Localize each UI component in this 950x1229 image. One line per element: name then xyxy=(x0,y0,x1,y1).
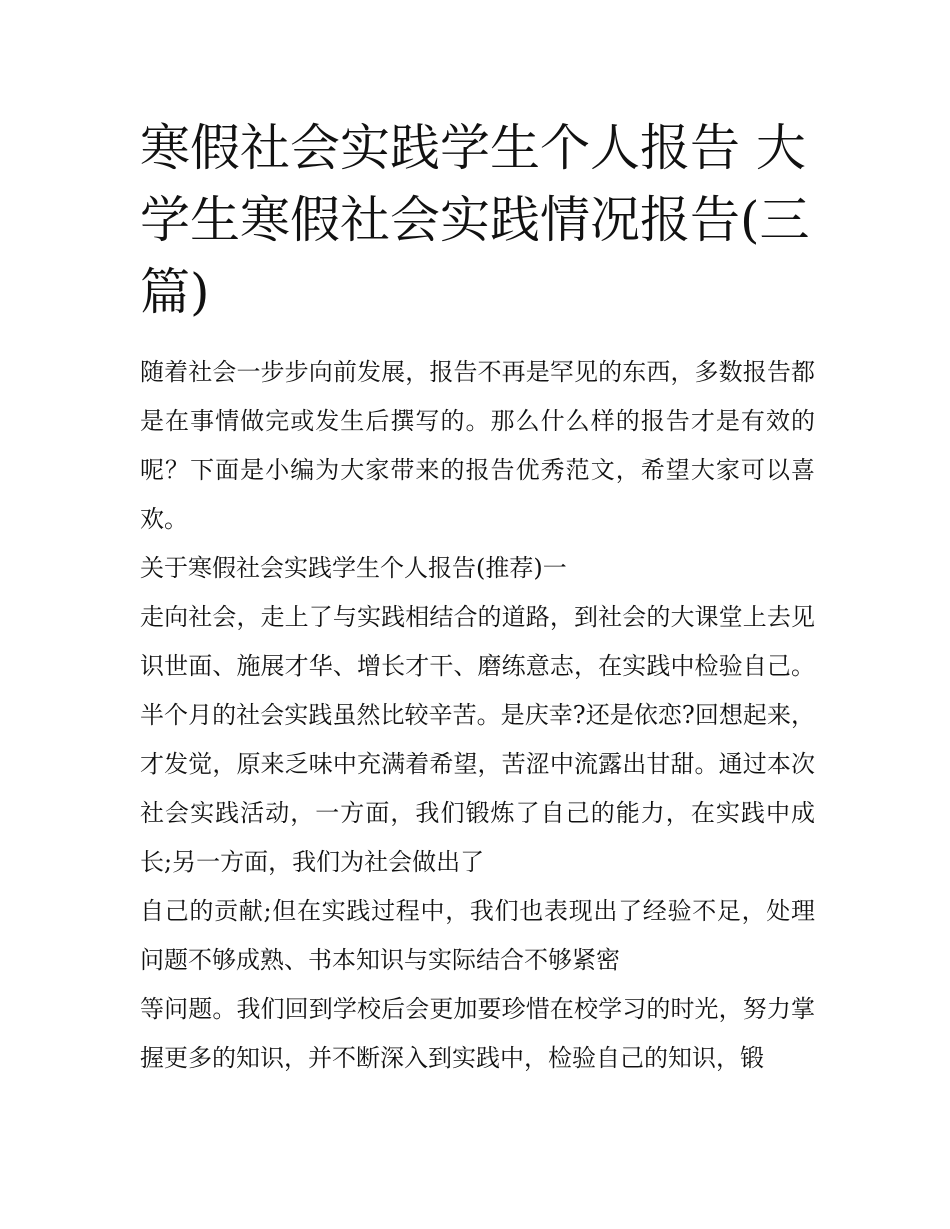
body-paragraph: 等问题。我们回到学校后会更加要珍惜在校学习的时光，努力掌握更多的知识，并不断深入到实践中，检验自己的知识，锻 xyxy=(140,995,815,1072)
document-page xyxy=(140,112,815,1083)
body-paragraph: 自己的贡献;但在实践过程中，我们也表现出了经验不足，处理问题不够成熟、书本知识与实际结合不够紧密 xyxy=(140,897,815,974)
section-heading: 关于寒假社会实践学生个人报告(推荐)一 xyxy=(140,554,567,582)
body-paragraph: 走向社会，走上了与实践相结合的道路，到社会的大课堂上去见识世面、施展才华、增长才干、磨练意志，在实践中检验自己。半个月的社会实践虽然比较辛苦。是庆幸?还是依恋?回想起来，才发觉，原来乏味中充满着希望，苦涩中流露出甘甜。通过本次社会实践活动，一方面，我们锻炼了自己的能力，在实践中成长;另一方面，我们为社会做出了 xyxy=(140,603,815,876)
document-title: 寒假社会实践学生个人报告 大学生寒假社会实践情况报告(三篇) xyxy=(140,119,810,321)
intro-paragraph: 随着社会一步步向前发展，报告不再是罕见的东西，多数报告都是在事情做完或发生后撰写的。那么什么样的报告才是有效的呢？下面是小编为大家带来的报告优秀范文，希望大家可以喜欢。 xyxy=(140,358,815,533)
